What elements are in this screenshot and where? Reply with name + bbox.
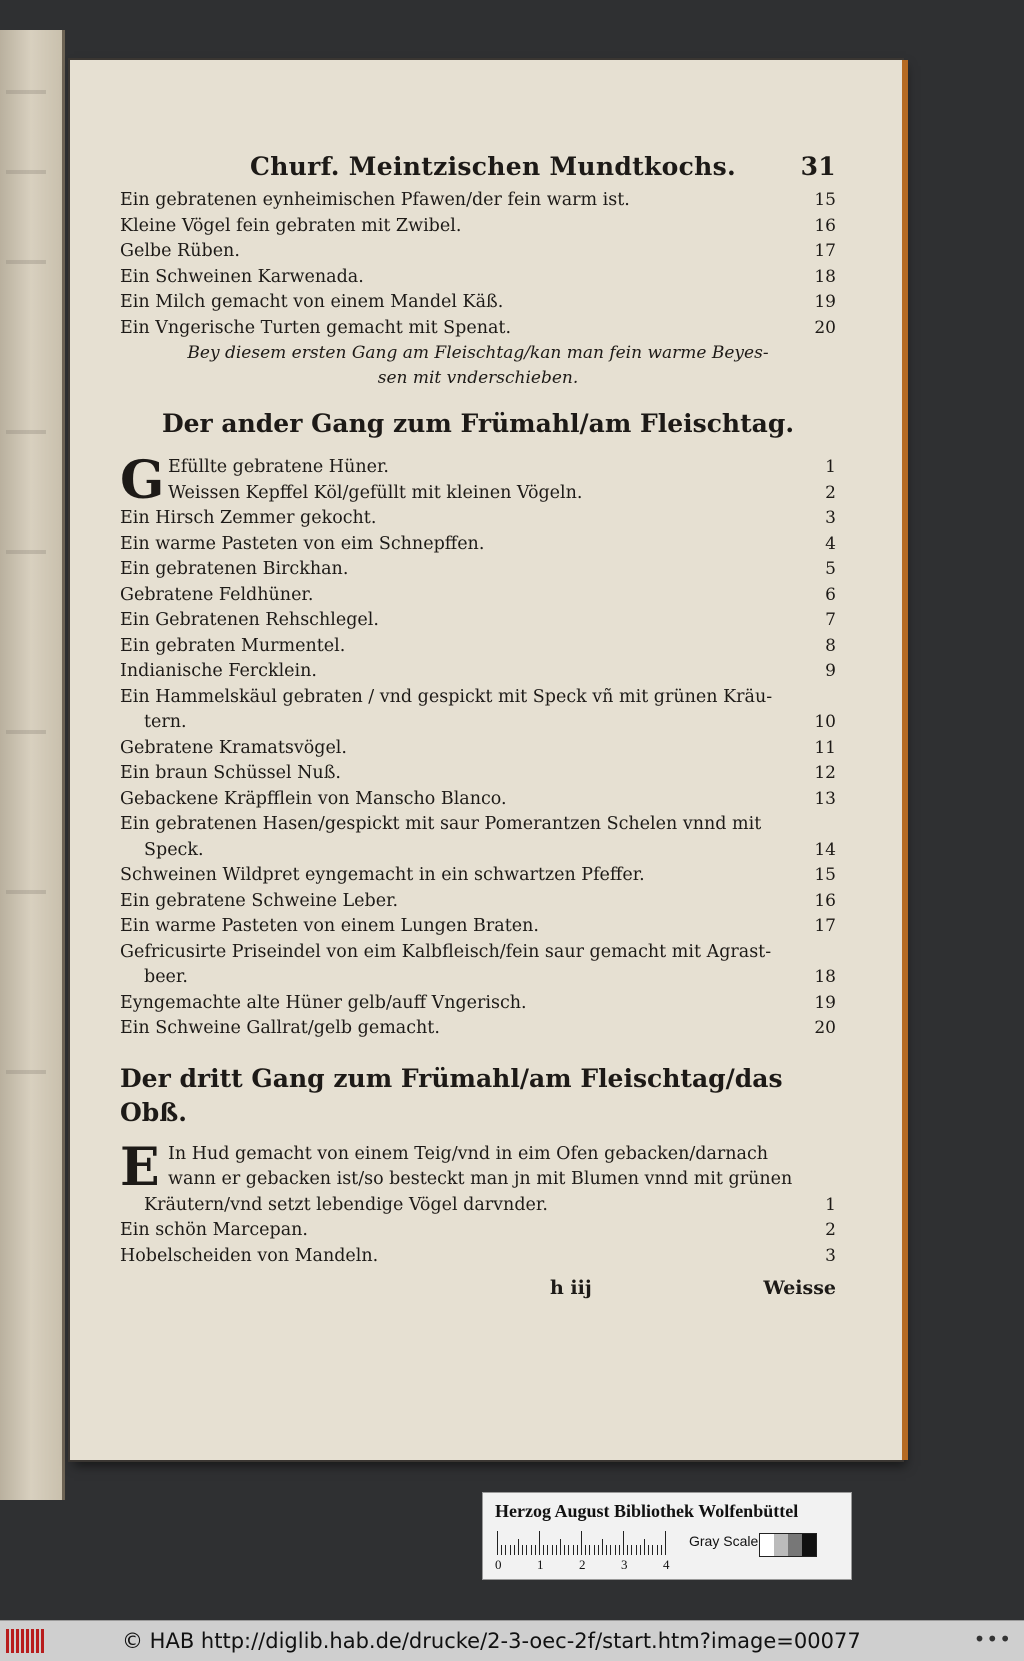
ruler-tick [644,1539,645,1555]
item-number: 5 [825,559,836,579]
item-number: 4 [825,533,836,554]
ruler-tick [615,1545,616,1555]
library-name: Herzog August Bibliothek Wolfenbüttel [495,1501,799,1521]
ruler-tick [631,1545,632,1555]
ruler-tick [602,1539,603,1555]
note-line: sen mit vnderschieben. [377,368,579,388]
more-menu-icon[interactable]: ••• [973,1627,1012,1651]
item-number: 10 [814,712,836,732]
item-text: Ein Milch gemacht von einem Mandel Käß. [120,292,504,312]
list-item [120,863,836,889]
ruler-tick [510,1545,511,1555]
ruler-tick [573,1545,574,1555]
item-number: 16 [814,215,836,236]
list-item [120,889,836,915]
item-text: beer. [144,967,188,987]
catchword: Weisse [763,1277,836,1299]
course-note [120,341,836,391]
item-text: Ein warme Pasteten von eim Schnepffen. [120,533,485,554]
page-footer [120,1275,836,1305]
third-course-section [120,1136,836,1270]
gray-scale-label: Gray Scale [689,1533,759,1549]
item-text: tern. [144,712,187,732]
item-number: 20 [814,317,836,338]
ruler-tick [560,1539,561,1555]
ruler-label: 0 [495,1557,502,1572]
running-title: Churf. Meintzischen Mundtkochs. [250,152,736,181]
ruler-tick [627,1545,628,1555]
list-item [120,761,836,787]
ruler-tick [497,1531,498,1555]
item-number: 19 [814,292,836,312]
item-number: 16 [814,890,836,911]
item-text: Ein Schweine Gallrat/gelb gemacht. [120,1018,440,1038]
book-page [70,60,902,1460]
ruler [497,1529,687,1555]
ruler-tick [577,1545,578,1555]
list-item [120,608,836,634]
item-number: 8 [825,635,836,656]
item-text: Weissen Kepffel Köl/gefüllt mit kleinen Vögeln. [168,482,583,503]
list-item [120,290,836,316]
first-course-list [120,188,836,341]
ruler-tick [585,1545,586,1555]
ruler-tick [619,1545,620,1555]
hab-logo-icon [6,1629,46,1653]
item-text: Gelbe Rüben. [120,241,240,261]
item-number: 9 [825,661,836,681]
ruler-tick [531,1545,532,1555]
third-course-heading: Der dritt Gang zum Frümahl/am Fleischtag/das Obß. [120,1063,783,1127]
ruler-tick [535,1545,536,1555]
list-item [120,239,836,265]
ruler-tick [522,1545,523,1555]
list-item [120,583,836,609]
running-head [120,148,836,188]
item-text: Hobelscheiden von Mandeln. [120,1245,379,1266]
item-number: 1 [825,457,836,477]
item-number: 15 [814,190,836,210]
list-item [120,506,836,532]
ruler-tick [539,1531,540,1555]
item-number: 15 [814,865,836,885]
item-text: Ein warme Pasteten von einem Lungen Braten. [120,916,539,936]
source-credit: © HAB http://diglib.hab.de/drucke/2-3-oec-2f/start.htm?image=00077 [122,1629,861,1653]
list-item [120,838,836,864]
item-text: Ein schön Marcepan. [120,1220,308,1240]
list-item [120,812,836,838]
list-item [120,1218,836,1244]
item-text: Gebratene Feldhüner. [120,584,314,605]
list-item [120,481,836,507]
ruler-tick [636,1545,637,1555]
ruler-tick [657,1545,658,1555]
ruler-tick [564,1545,565,1555]
facing-page-edge [0,30,65,1500]
list-item [120,965,836,991]
ruler-label: 2 [579,1557,586,1572]
list-item [120,787,836,813]
item-number: 6 [825,584,836,605]
gray-scale-swatch [759,1533,817,1557]
color-scale-card [482,1492,852,1580]
item-number: 14 [814,839,836,860]
item-text: Ein Vngerische Turten gemacht mit Spenat. [120,317,512,338]
item-text: Ein gebratenen Hasen/gespickt mit saur Pomerantzen Schelen vnnd mit [120,814,762,834]
item-text: Ein Hammelskäul gebraten / vnd gespickt mit Speck vñ mit grünen Kräu- [120,686,773,707]
item-text: Indianische Fercklein. [120,661,317,681]
ruler-tick [518,1539,519,1555]
item-number: 19 [814,992,836,1013]
item-number: 17 [814,916,836,936]
item-text: Ein gebratene Schweine Leber. [120,890,399,911]
ruler-tick [623,1531,624,1555]
ruler-tick [640,1545,641,1555]
list-item [120,659,836,685]
list-item [120,685,836,711]
initial-capital: E [120,1136,160,1198]
item-text: Ein Schweinen Karwenada. [120,266,364,287]
item-number: 2 [825,482,836,503]
ruler-tick [598,1545,599,1555]
signature-mark: h iij [550,1277,592,1299]
ruler-tick [594,1545,595,1555]
list-item [120,316,836,342]
list-item [120,214,836,240]
list-item [120,557,836,583]
item-number: 12 [814,763,836,783]
ruler-tick [652,1545,653,1555]
item-text: Gebratene Kramatsvögel. [120,737,347,758]
item-text: Ein Hirsch Zemmer gekocht. [120,508,377,528]
ruler-tick [606,1545,607,1555]
item-text: Ein gebratenen eynheimischen Pfawen/der fein warm ist. [120,190,630,210]
item-text: Ein Gebratenen Rehschlegel. [120,610,379,630]
ruler-tick [568,1545,569,1555]
initial-capital: G [120,450,165,511]
item-text: Gebackene Kräpfflein von Manscho Blanco. [120,788,507,809]
list-item [120,710,836,736]
paragraph-line: In Hud gemacht von einem Teig/vnd in eim Ofen gebacken/darnach [168,1143,769,1164]
ruler-label: 3 [621,1557,628,1572]
item-number: 7 [825,610,836,630]
page-edge [902,60,908,1460]
ruler-tick [514,1545,515,1555]
item-number: 13 [814,788,836,809]
paragraph-line: wann er gebacken ist/so besteckt man jn mit Blumen vnnd mit grünen [168,1169,793,1189]
item-number: 17 [814,241,836,261]
status-bar [0,1620,1024,1661]
item-number: 3 [825,1245,836,1266]
list-item [120,736,836,762]
ruler-tick [552,1545,553,1555]
ruler-tick [648,1545,649,1555]
item-number: 2 [825,1220,836,1240]
ruler-tick [610,1545,611,1555]
ruler-label: 1 [537,1557,544,1572]
ruler-tick [665,1531,666,1555]
ruler-tick [589,1545,590,1555]
list-item [120,532,836,558]
ruler-tick [501,1545,502,1555]
ruler-label: 4 [663,1557,670,1572]
page-text [120,148,836,1305]
note-line: Bey diesem ersten Gang am Fleischtag/kan man fein warme Beyes- [187,343,769,363]
list-item [120,914,836,940]
second-course-section [120,450,836,1042]
third-course-list [120,1218,836,1269]
list-item [120,188,836,214]
item-text: Kleine Vögel fein gebraten mit Zwibel. [120,215,462,236]
page-number: 31 [800,152,836,181]
item-text: Ein gebratenen Birckhan. [120,559,349,579]
item-number: 18 [814,967,836,987]
item-text: Speck. [144,839,204,860]
item-number: 11 [814,737,836,758]
item-text: Schweinen Wildpret eyngemacht in ein schwartzen Pfeffer. [120,865,645,885]
item-number: 20 [814,1018,836,1038]
ruler-tick [661,1545,662,1555]
ruler-tick [547,1545,548,1555]
list-item [120,634,836,660]
ruler-tick [556,1545,557,1555]
list-item [120,455,836,481]
ruler-tick [505,1545,506,1555]
item-text: Ein gebraten Murmentel. [120,635,346,656]
paragraph-line: Kräutern/vnd setzt lebendige Vögel darvnder. 1 [144,1194,836,1215]
item-number: 18 [814,266,836,287]
ruler-tick [526,1545,527,1555]
ruler-tick [543,1545,544,1555]
item-text: Ein braun Schüssel Nuß. [120,763,341,783]
list-item [120,991,836,1017]
item-text: Efüllte gebratene Hüner. [168,457,389,477]
list-item [120,265,836,291]
item-text: Gefricusirte Priseindel von eim Kalbfleisch/fein saur gemacht mit Agrast- [120,941,772,962]
list-item [120,1244,836,1270]
list-item [120,940,836,966]
item-number: 3 [825,508,836,528]
list-item [120,1016,836,1042]
second-course-heading: Der ander Gang zum Frümahl/am Fleischtag. [161,409,795,438]
second-course-list [120,450,836,1042]
item-text: Eyngemachte alte Hüner gelb/auff Vngerisch. [120,992,527,1013]
ruler-tick [581,1531,582,1555]
